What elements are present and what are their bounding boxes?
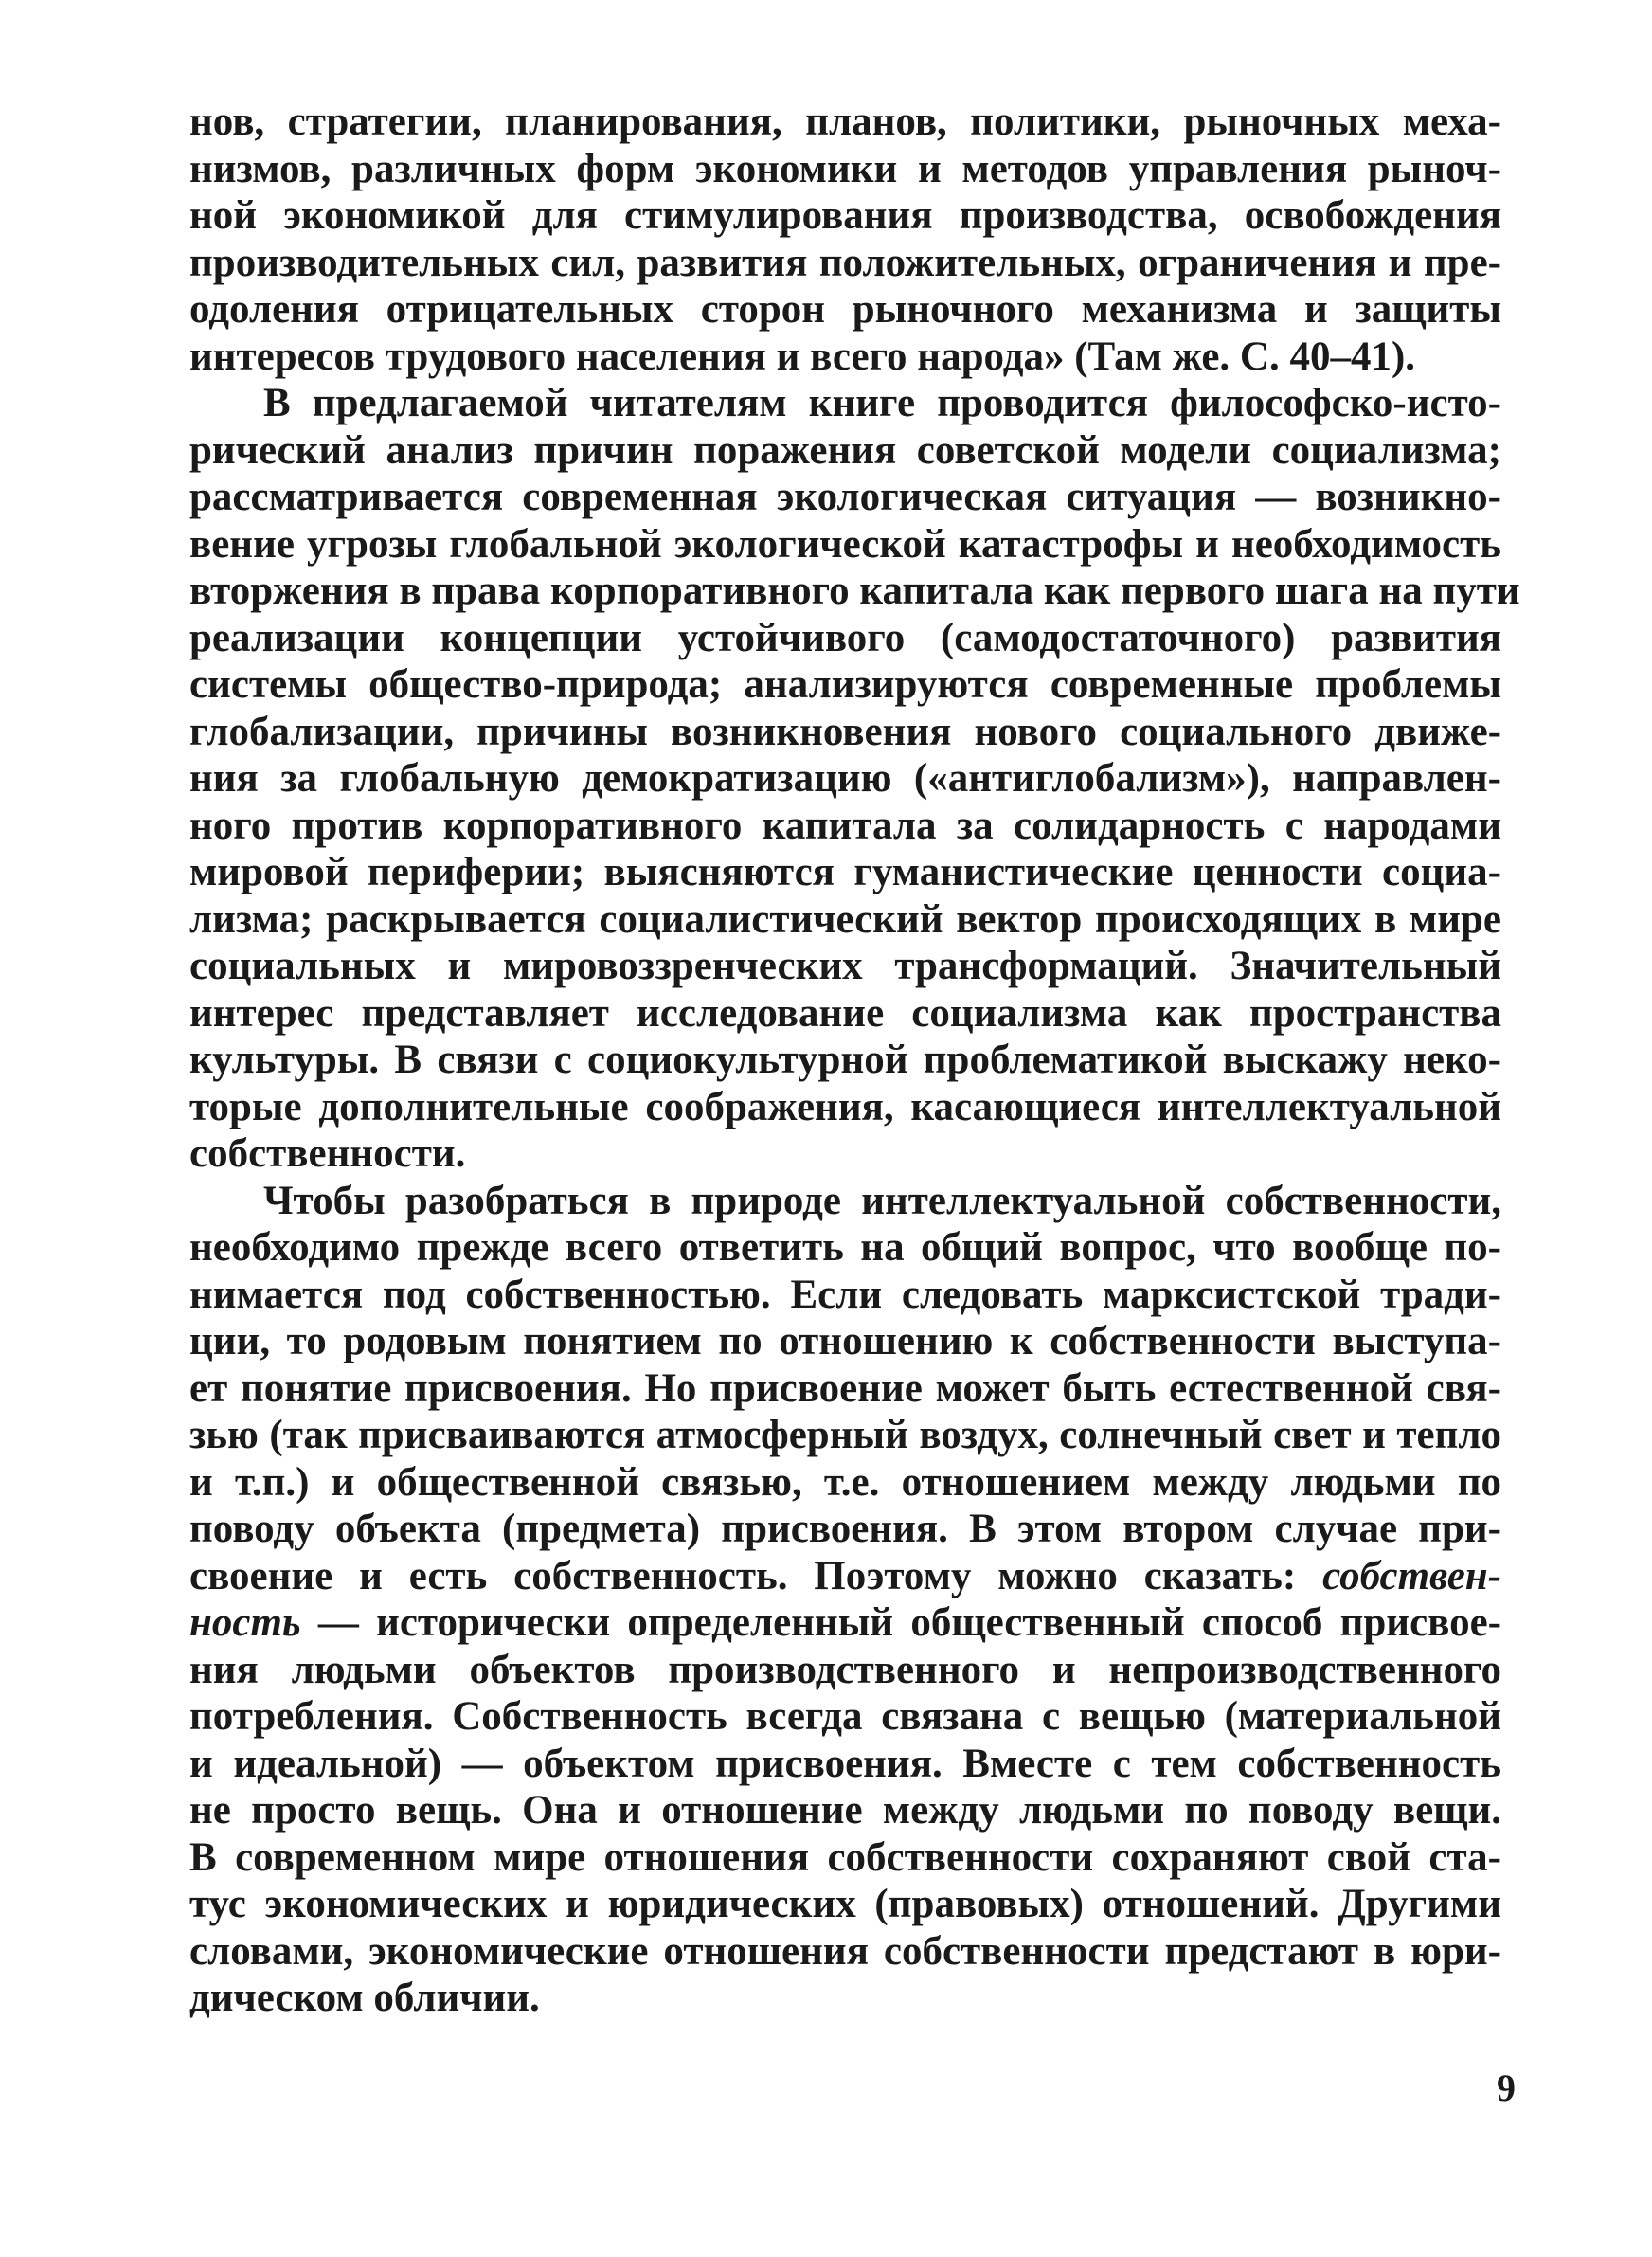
text-line: интерес представляет исследование социализма как пространства — [189, 990, 1501, 1036]
text-segment: своение и есть собственность. Поэтому можно сказать: — [189, 1553, 1323, 1598]
text-line: ет понятие присвоения. Но присвоение может быть естественной свя- — [189, 1365, 1501, 1411]
text-line: В современном мире отношения собственности сохраняют свой ста- — [189, 1834, 1501, 1880]
text-line: ния за глобальную демократизацию («антиглобализм»), направлен- — [189, 756, 1501, 801]
text-line: рассматривается современная экологическая ситуация — возникно- — [189, 475, 1501, 519]
text-line: необходимо прежде всего ответить на общий вопрос, что вообще по- — [189, 1225, 1501, 1270]
text-line: словами, экономические отношения собственности предстают в юри- — [189, 1928, 1501, 1974]
text-line: социальных и мировоззренческих трансформаций. Значительный — [189, 944, 1501, 988]
text-line: глобализации, причины возникновения нового социального движе- — [189, 709, 1501, 754]
text-line: дическом обличии. — [189, 1976, 540, 2020]
paragraph-1 — [189, 99, 1501, 380]
text-line: вторжения в права корпоративного капитала как первого шага на пути — [189, 569, 1520, 613]
text-line: ции, то родовым понятием по отношению к собственности выступа- — [189, 1319, 1501, 1363]
text-line: зью (так присваиваются атмосферный воздух, солнечный свет и тепло — [189, 1413, 1501, 1457]
page-body — [189, 99, 1520, 2022]
text-line: не просто вещь. Она и отношение между людьми по поводу вещи. — [189, 1788, 1501, 1833]
text-line: одоления отрицательных сторон рыночного механизма и защиты — [189, 287, 1501, 332]
text-line: собственности. — [189, 1131, 466, 1176]
text-line: Чтобы разобраться в природе интеллектуальной собственности, — [263, 1178, 1501, 1223]
text-line: поводу объекта (предмета) присвоения. В этом втором случае при- — [189, 1507, 1501, 1551]
page-number: 9 — [1497, 2067, 1516, 2109]
text-segment: — исторически определенный общественный способ присвое- — [300, 1600, 1501, 1645]
text-line: нов, стратегии, планирования, планов, политики, рыночных меха- — [189, 99, 1501, 144]
text-line: культуры. В связи с социокультурной проблематикой выскажу неко- — [189, 1038, 1501, 1082]
text-line: мировой периферии; выясняются гуманистические ценности социа- — [189, 850, 1501, 894]
text-line: интересов трудового населения и всего народа» (Там же. С. 40–41). — [189, 334, 1416, 379]
text-line: вение угрозы глобальной экологической катастрофы и необходимость — [189, 521, 1501, 567]
text-line: ния людьми объектов производственного и непроизводственного — [189, 1647, 1501, 1692]
text-line: производительных сил, развития положительных, ограничения и пре- — [189, 240, 1501, 285]
text-line: В предлагаемой читателям книге проводится философско-исто- — [263, 381, 1501, 425]
text-line: и идеальной) — объектом присвоения. Вместе с тем собственность — [189, 1741, 1501, 1786]
text-line: нимается под собственностью. Если следовать марксистской тради- — [189, 1272, 1501, 1317]
text-line — [189, 1599, 1501, 1647]
text-line: рический анализ причин поражения советской модели социализма; — [189, 427, 1501, 473]
text-line: реализации концепции устойчивого (самодостаточного) развития — [189, 615, 1501, 660]
text-line: и т.п.) и общественной связью, т.е. отношением между людьми по — [189, 1459, 1501, 1505]
text-line: ной экономикой для стимулирования производства, освобождения — [189, 193, 1501, 238]
text-line: потребления. Собственность всегда связана с вещью (материальной — [189, 1694, 1501, 1739]
text-line: ного против корпоративного капитала за солидарность с народами — [189, 803, 1501, 848]
paragraph-2 — [189, 380, 1520, 1178]
italic-term: ность — [189, 1600, 301, 1645]
italic-term: собствен- — [1322, 1553, 1501, 1598]
text-line: низмов, различных форм экономики и методов управления рыноч- — [189, 146, 1501, 191]
text-line: лизма; раскрывается социалистический вектор происходящих в мире — [189, 896, 1501, 942]
text-line: системы общество-природа; анализируются современные проблемы — [189, 662, 1501, 707]
text-line — [189, 1553, 1501, 1600]
text-line: тус экономических и юридических (правовых) отношений. Другими — [189, 1882, 1501, 1926]
paragraph-3 — [189, 1178, 1501, 2022]
text-line: торые дополнительные соображения, касающиеся интеллектуальной — [189, 1084, 1501, 1129]
